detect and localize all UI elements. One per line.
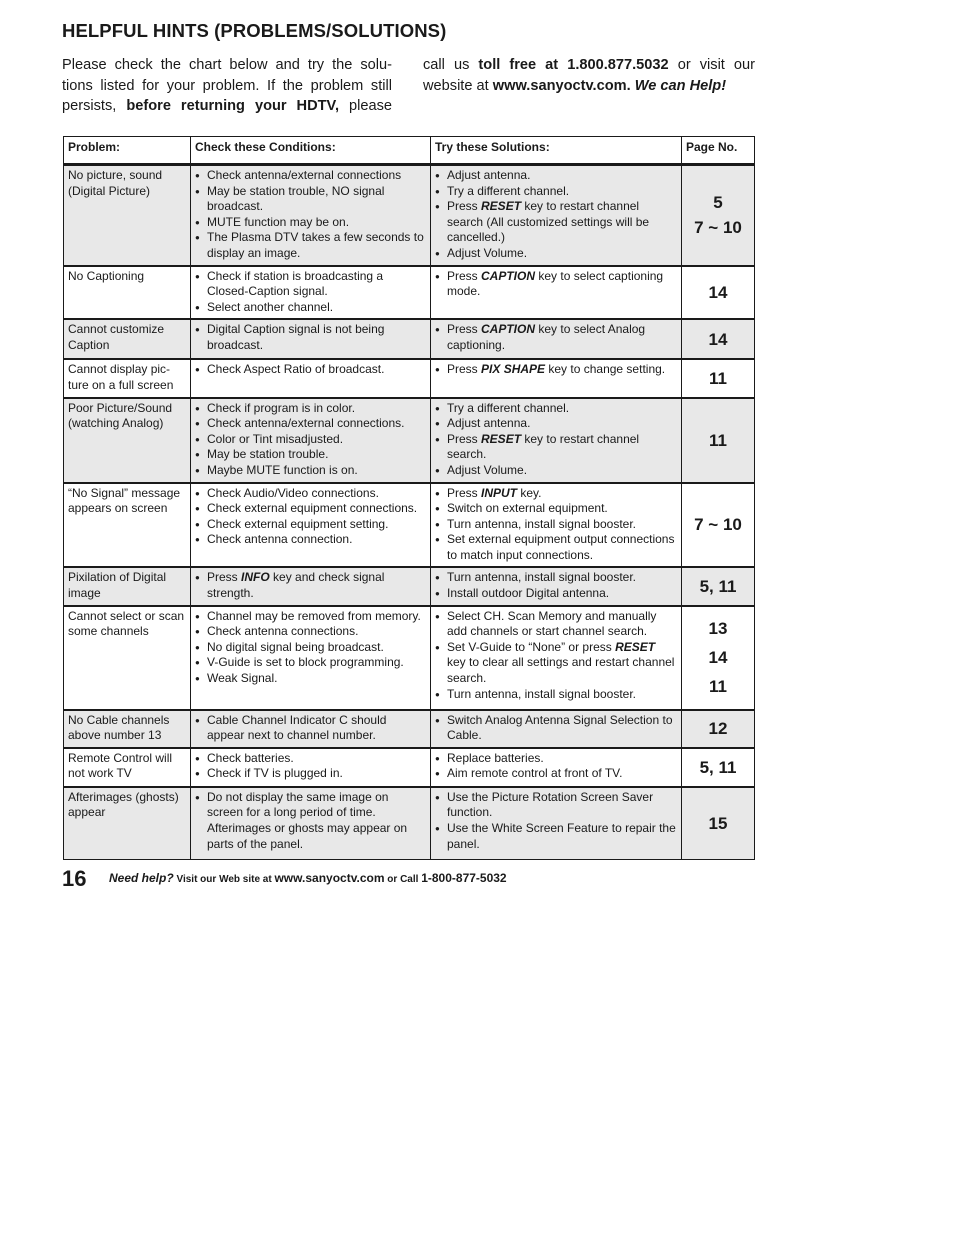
conditions-list: [195, 486, 426, 548]
solutions-list: [435, 609, 677, 703]
item-text: Channel may be removed from memory.: [207, 608, 421, 623]
conditions-cell: [191, 787, 431, 860]
page-reference: 14: [708, 282, 728, 302]
condition-item: [195, 401, 426, 417]
solutions-list: [435, 168, 677, 262]
problem-cell: No Captioning: [64, 266, 191, 320]
item-text: Press: [447, 362, 482, 377]
solutions-list: [435, 401, 677, 479]
conditions-list: [195, 269, 426, 316]
problem-cell: Cannot customize Caption: [64, 319, 191, 359]
table-row: [64, 748, 755, 787]
help-line: [109, 871, 507, 885]
item-text: key to select Analog captioning.: [447, 322, 646, 352]
page-cell: [682, 748, 755, 787]
solution-item: [435, 609, 677, 640]
intro-line: [62, 96, 392, 117]
condition-item: [195, 570, 426, 601]
intro-text: call us: [423, 57, 479, 73]
item-text: key.: [517, 485, 542, 500]
item-text: Check external equipment connections.: [207, 501, 418, 516]
item-text: V-Guide is set to block programming.: [207, 655, 404, 670]
solution-item: [435, 713, 677, 744]
item-text: Press: [447, 268, 482, 283]
item-text: Check antenna connections.: [207, 624, 359, 639]
condition-item: [195, 447, 426, 463]
solution-item: [435, 821, 677, 852]
conditions-cell: [191, 319, 431, 359]
page-cell: [682, 787, 755, 860]
item-text: Maybe MUTE function is on.: [207, 462, 358, 477]
condition-item: [195, 790, 426, 852]
item-text: Press: [447, 199, 482, 214]
condition-item: [195, 322, 426, 353]
problem-cell: No Cable channels above number 13: [64, 710, 191, 748]
solutions-cell: [431, 483, 682, 568]
page-reference: 7 ~ 10: [694, 515, 742, 535]
key-name: CAPTION: [481, 268, 536, 283]
page-reference: 5, 11: [699, 577, 737, 597]
solutions-list: [435, 713, 677, 744]
intro-text: website at: [423, 77, 493, 94]
item-text: key to restart channel search.: [447, 431, 640, 462]
condition-item: [195, 486, 426, 502]
solution-item: [435, 322, 677, 353]
table-body: [64, 165, 755, 860]
table-row: [64, 359, 755, 397]
item-text: Check antenna connection.: [207, 532, 353, 547]
solution-item: [435, 269, 677, 300]
intro-line: [423, 55, 755, 76]
call-text: or Call: [384, 874, 422, 885]
condition-item: [195, 362, 426, 378]
intro-emphasis: before returning your HDTV,: [126, 98, 339, 114]
solution-item: [435, 246, 677, 262]
item-text: key to select captioning mode.: [447, 268, 664, 299]
condition-item: [195, 751, 426, 767]
page-reference: 13: [708, 619, 728, 639]
problem-cell: “No Signal” message appears on screen: [64, 483, 191, 568]
item-text: Try a different channel.: [447, 400, 570, 415]
item-text: Turn antenna, install signal booster.: [447, 516, 637, 531]
item-text: Do not display the same image on screen for a long period of time. Afterimages or ghosts may appear on parts of the panel.: [207, 789, 408, 851]
intro-right: [423, 55, 755, 96]
solutions-list: [435, 486, 677, 564]
item-text: Color or Tint misadjusted.: [207, 431, 344, 446]
problem-cell: Afterimages (ghosts) appear: [64, 787, 191, 860]
item-text: Check batteries.: [207, 750, 294, 765]
item-text: key and check signal strength.: [207, 570, 385, 601]
visit-text: Visit our Web site at: [173, 874, 275, 885]
item-text: Press: [447, 431, 482, 446]
intro-left: [62, 55, 392, 117]
item-text: Check Audio/Video connections.: [207, 485, 379, 500]
header-problem: Problem:: [64, 137, 191, 165]
solutions-cell: [431, 165, 682, 266]
problem-cell: Remote Control will not work TV: [64, 748, 191, 787]
problem-cell: Cannot display pic-ture on a full screen: [64, 359, 191, 397]
table-row: [64, 398, 755, 483]
header-solutions: Try these Solutions:: [431, 137, 682, 165]
problem-cell: No picture, sound (Digital Picture): [64, 165, 191, 266]
condition-item: [195, 463, 426, 479]
solution-item: [435, 168, 677, 184]
solution-item: [435, 401, 677, 417]
table-row: [64, 606, 755, 710]
solution-item: [435, 416, 677, 432]
item-text: Adjust Volume.: [447, 245, 528, 260]
item-text: Check if program is in color.: [207, 400, 356, 415]
item-text: Use the White Screen Feature to repair the panel.: [447, 821, 676, 851]
item-text: Check Aspect Ratio of broadcast.: [207, 362, 385, 377]
footer-website-link[interactable]: www.sanyoctv.com: [274, 871, 385, 885]
solutions-cell: [431, 398, 682, 483]
item-text: No digital signal being broadcast.: [207, 639, 384, 654]
item-text: The Plasma DTV takes a few seconds to display an image.: [207, 230, 424, 260]
header-conditions: Check these Conditions:: [191, 137, 431, 165]
condition-item: [195, 184, 426, 215]
solution-item: [435, 501, 677, 517]
page-reference: 14: [708, 329, 728, 349]
item-text: Aim remote control at front of TV.: [447, 766, 623, 781]
item-text: May be station trouble, NO signal broadcast.: [207, 183, 385, 214]
item-text: Install outdoor Digital antenna.: [447, 586, 610, 601]
solution-item: [435, 463, 677, 479]
we-can-help: We can Help!: [630, 77, 727, 94]
conditions-list: [195, 322, 426, 353]
item-text: Turn antenna, install signal booster.: [447, 686, 637, 701]
solution-item: [435, 586, 677, 602]
solution-item: [435, 751, 677, 767]
solution-item: [435, 766, 677, 782]
solution-item: [435, 790, 677, 821]
key-name: PIX SHAPE: [481, 362, 546, 377]
solution-item: [435, 486, 677, 502]
page-cell: [682, 710, 755, 748]
table-header-row: [64, 137, 755, 165]
solutions-list: [435, 790, 677, 852]
website-link[interactable]: www.sanyoctv.com.: [492, 77, 631, 94]
key-name: RESET: [615, 639, 656, 654]
table-row: [64, 165, 755, 266]
solutions-cell: [431, 606, 682, 710]
item-text: Select CH. Scan Memory and manually add channels or start channel search.: [447, 608, 657, 639]
page-reference: 7 ~ 10: [694, 218, 742, 238]
page-number: 16: [62, 866, 87, 891]
header-page: Page No.: [682, 137, 755, 165]
item-text: Check antenna/external connections: [207, 168, 402, 182]
intro-text: please: [339, 98, 392, 114]
solution-item: [435, 517, 677, 533]
solution-item: [435, 432, 677, 463]
intro-text: or visit our: [668, 57, 756, 73]
table-row: [64, 787, 755, 860]
page-cell: [682, 266, 755, 320]
item-text: Press: [207, 570, 242, 585]
conditions-list: [195, 751, 426, 782]
solutions-list: [435, 269, 677, 300]
condition-item: [195, 671, 426, 687]
page-cell: [682, 483, 755, 568]
solution-item: [435, 362, 677, 378]
conditions-list: [195, 790, 426, 852]
condition-item: [195, 416, 426, 432]
conditions-cell: [191, 359, 431, 397]
page-reference: 14: [708, 648, 728, 668]
item-text: Select another channel.: [207, 299, 334, 314]
intro-line: tions listed for your problem. If the problem still: [62, 77, 392, 94]
item-text: Replace batteries.: [447, 750, 544, 765]
intro-line: [423, 76, 755, 97]
solutions-list: [435, 751, 677, 782]
item-text: Check if station is broadcasting a Closed-Caption signal.: [207, 268, 384, 299]
problem-cell: Pixilation of Digital image: [64, 567, 191, 605]
page-reference: 5: [713, 193, 723, 213]
conditions-list: [195, 401, 426, 479]
item-text: Adjust antenna.: [447, 416, 531, 431]
condition-item: [195, 640, 426, 656]
condition-item: [195, 168, 426, 184]
page-cell: [682, 165, 755, 266]
item-text: Switch Analog Antenna Signal Selection to Cable.: [447, 712, 673, 743]
page-reference: 15: [708, 814, 728, 834]
toll-free-number: toll free at 1.800.877.5032: [478, 57, 669, 73]
condition-item: [195, 655, 426, 671]
footer-phone: 1-800-877-5032: [421, 871, 507, 885]
page-reference: 11: [709, 677, 727, 697]
page-cell: [682, 398, 755, 483]
item-text: Digital Caption signal is not being broadcast.: [207, 322, 385, 352]
item-text: Use the Picture Rotation Screen Saver function.: [447, 789, 654, 820]
item-text: Check antenna/external connections.: [207, 416, 405, 431]
solution-item: [435, 687, 677, 703]
key-name: RESET: [481, 431, 522, 446]
conditions-cell: [191, 606, 431, 710]
key-name: INFO: [241, 570, 270, 585]
solution-item: [435, 532, 677, 563]
condition-item: [195, 300, 426, 316]
conditions-list: [195, 713, 426, 744]
page-cell: [682, 567, 755, 605]
conditions-list: [195, 609, 426, 687]
condition-item: [195, 432, 426, 448]
condition-item: [195, 624, 426, 640]
table-row: [64, 483, 755, 568]
item-text: Set V-Guide to “None” or press: [447, 639, 616, 654]
solutions-cell: [431, 266, 682, 320]
need-help: Need help?: [109, 871, 174, 885]
solutions-cell: [431, 748, 682, 787]
page-reference: 11: [709, 368, 727, 388]
item-text: Adjust antenna.: [447, 168, 531, 182]
problem-cell: Poor Picture/Sound (watching Analog): [64, 398, 191, 483]
solutions-list: [435, 322, 677, 353]
condition-item: [195, 517, 426, 533]
solution-item: [435, 570, 677, 586]
condition-item: [195, 501, 426, 517]
conditions-cell: [191, 748, 431, 787]
conditions-cell: [191, 266, 431, 320]
item-text: MUTE function may be on.: [207, 214, 350, 229]
item-text: May be station trouble.: [207, 447, 329, 462]
conditions-list: [195, 362, 426, 378]
page-title: HELPFUL HINTS (PROBLEMS/SOLUTIONS): [62, 20, 447, 41]
item-text: Switch on external equipment.: [447, 501, 608, 516]
conditions-cell: [191, 165, 431, 266]
solution-item: [435, 640, 677, 687]
solutions-cell: [431, 359, 682, 397]
page-cell: [682, 359, 755, 397]
page-reference: 5, 11: [699, 757, 737, 777]
solutions-list: [435, 362, 677, 378]
condition-item: [195, 532, 426, 548]
page-reference: 12: [708, 719, 728, 739]
item-text: Check external equipment setting.: [207, 516, 389, 531]
conditions-list: [195, 570, 426, 601]
conditions-list: [195, 168, 426, 262]
condition-item: [195, 609, 426, 625]
item-text: Cable Channel Indicator C should appear next to channel number.: [207, 712, 387, 743]
condition-item: [195, 766, 426, 782]
solution-item: [435, 184, 677, 200]
condition-item: [195, 230, 426, 261]
item-text: key to restart channel search (All customized settings will be cancelled.): [447, 199, 650, 245]
table-row: [64, 266, 755, 320]
condition-item: [195, 215, 426, 231]
item-text: Set external equipment output connections to match input connections.: [447, 532, 675, 562]
table-row: [64, 710, 755, 748]
solutions-cell: [431, 319, 682, 359]
conditions-cell: [191, 710, 431, 748]
conditions-cell: [191, 398, 431, 483]
condition-item: [195, 713, 426, 744]
item-text: Adjust Volume.: [447, 462, 528, 477]
item-text: key to change setting.: [545, 362, 666, 377]
item-text: Press: [447, 485, 482, 500]
page-cell: [682, 606, 755, 710]
item-text: Try a different channel.: [447, 183, 570, 198]
problem-cell: Cannot select or scan some channels: [64, 606, 191, 710]
intro-text: persists,: [62, 98, 127, 114]
table-row: [64, 567, 755, 605]
item-text: key to clear all settings and restart channel search.: [447, 655, 675, 686]
conditions-cell: [191, 567, 431, 605]
intro-line: Please check the chart below and try the solu-: [62, 57, 392, 73]
solution-item: [435, 199, 677, 246]
solutions-cell: [431, 567, 682, 605]
solutions-list: [435, 570, 677, 601]
item-text: Check if TV is plugged in.: [207, 766, 343, 781]
solutions-cell: [431, 710, 682, 748]
page-reference: 11: [709, 430, 727, 450]
solutions-cell: [431, 787, 682, 860]
page-cell: [682, 319, 755, 359]
condition-item: [195, 269, 426, 300]
hints-table: [63, 136, 755, 860]
conditions-cell: [191, 483, 431, 568]
table-row: [64, 319, 755, 359]
item-text: Turn antenna, install signal booster.: [447, 570, 637, 585]
item-text: Weak Signal.: [207, 671, 278, 686]
item-text: Press: [447, 322, 482, 337]
key-name: RESET: [481, 199, 522, 214]
key-name: INPUT: [481, 485, 518, 500]
key-name: CAPTION: [481, 322, 536, 337]
